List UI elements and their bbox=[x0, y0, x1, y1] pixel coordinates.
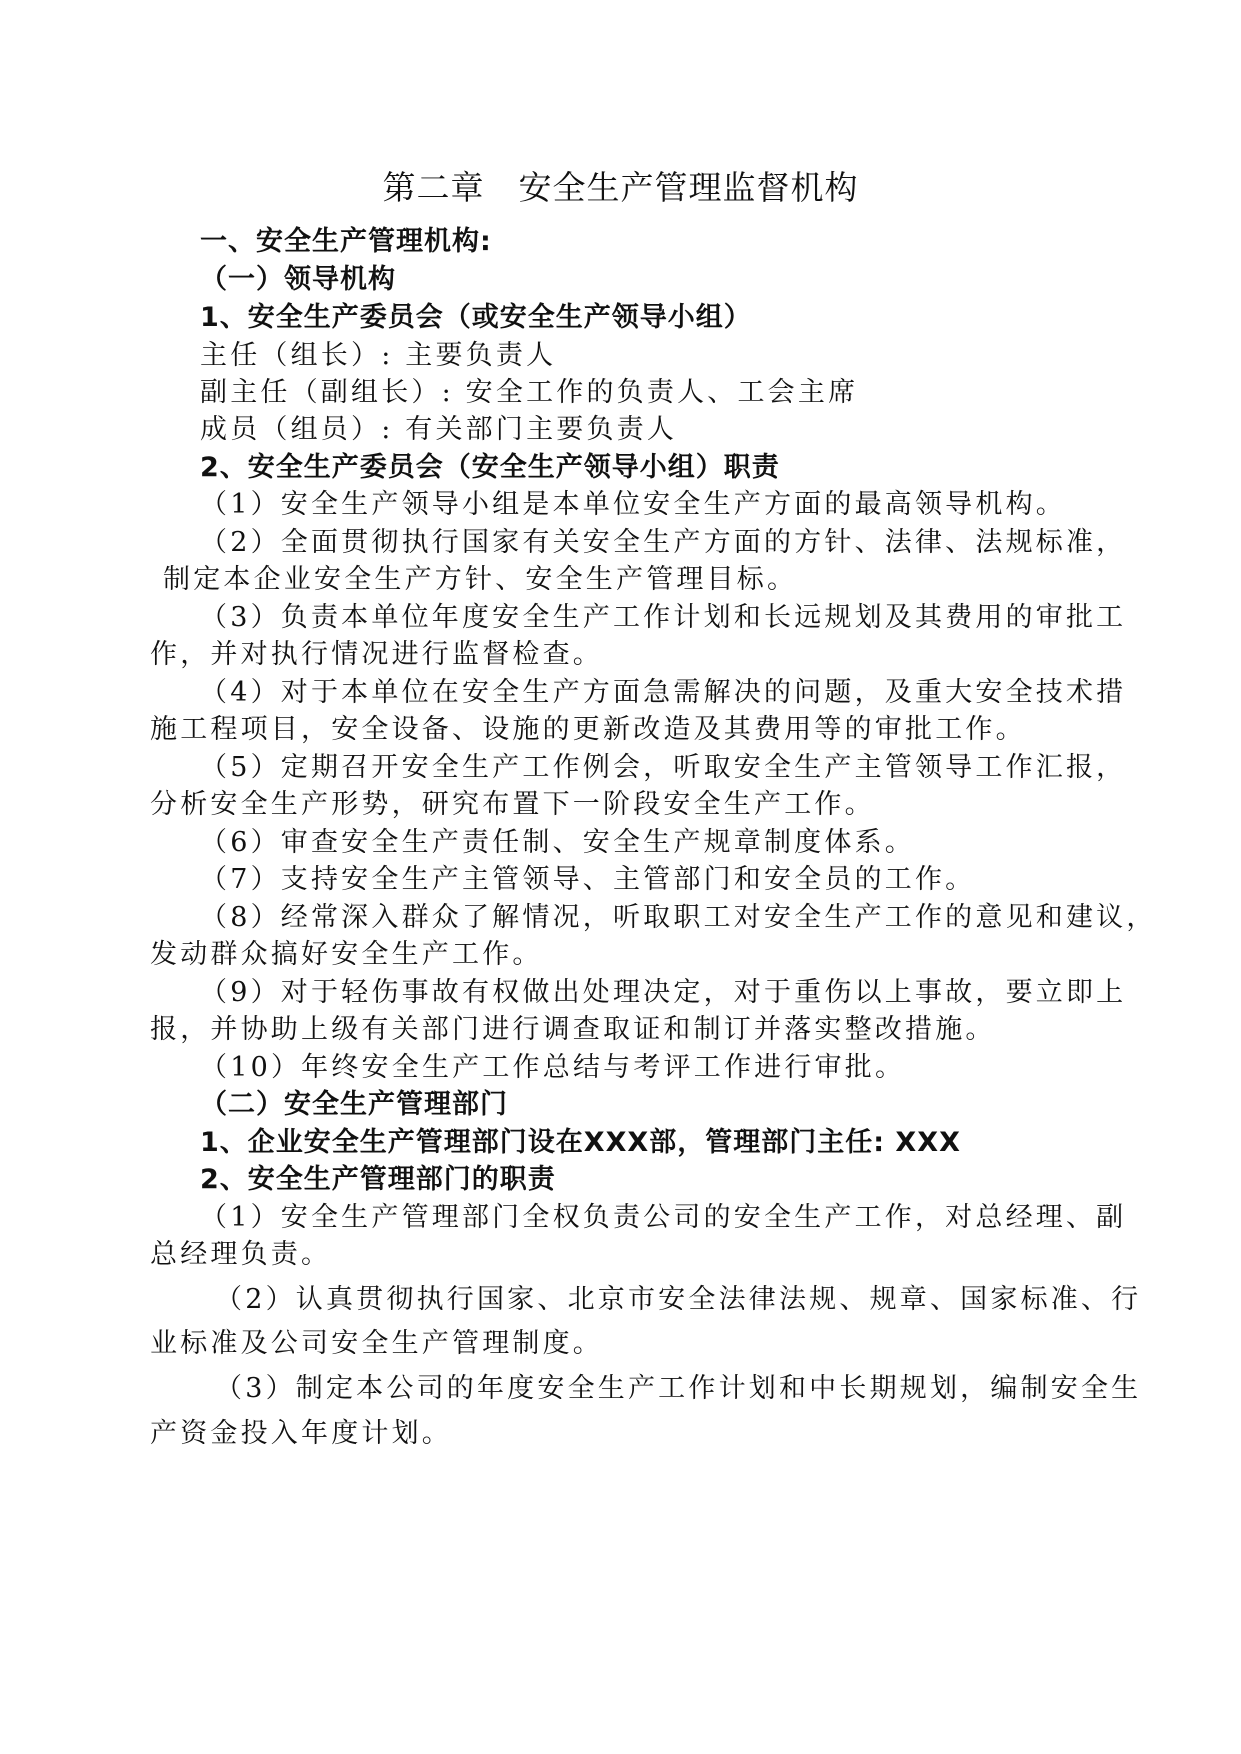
paragraph-line: （7）支持安全生产主管领导、主管部门和安全员的工作。 bbox=[200, 864, 976, 895]
paragraph-line: 产资金投入年度计划。 bbox=[150, 1418, 452, 1449]
paragraph-line: （3）负责本单位年度安全生产工作计划和长远规划及其费用的审批工 bbox=[200, 602, 1127, 633]
paragraph-line: （8）经常深入群众了解情况，听取职工对安全生产工作的意见和建议， bbox=[200, 902, 1157, 933]
item-heading-dept-location: 1、企业安全生产管理部门设在XXX部，管理部门主任: XXX bbox=[200, 1127, 961, 1158]
paragraph-line: 发动群众搞好安全生产工作。 bbox=[150, 939, 543, 970]
paragraph-line: 业标准及公司安全生产管理制度。 bbox=[150, 1328, 603, 1359]
paragraph-line: （6）审查安全生产责任制、安全生产规章制度体系。 bbox=[200, 827, 915, 858]
paragraph-line: 制定本企业安全生产方针、安全生产管理目标。 bbox=[163, 564, 798, 595]
paragraph-line: （1）安全生产领导小组是本单位安全生产方面的最高领导机构。 bbox=[200, 489, 1066, 520]
paragraph-line: （3）制定本公司的年度安全生产工作计划和中长期规划，编制安全生 bbox=[215, 1373, 1142, 1404]
paragraph-line: （2）全面贯彻执行国家有关安全生产方面的方针、法律、法规标准， bbox=[200, 527, 1127, 558]
section-heading-organizations: 一、安全生产管理机构: bbox=[200, 226, 492, 257]
paragraph-line: （4）对于本单位在安全生产方面急需解决的问题，及重大安全技术措 bbox=[200, 677, 1127, 708]
paragraph-line: （2）认真贯彻执行国家、北京市安全法律法规、规章、国家标准、行 bbox=[215, 1284, 1142, 1315]
subsection-heading-management-dept: （二）安全生产管理部门 bbox=[200, 1089, 508, 1120]
chapter-title: 第二章 安全生产管理监督机构 bbox=[382, 168, 859, 207]
item-heading-dept-duties: 2、安全生产管理部门的职责 bbox=[200, 1164, 556, 1195]
paragraph-line: 总经理负责。 bbox=[150, 1239, 332, 1270]
paragraph-line: 施工程项目，安全设备、设施的更新改造及其费用等的审批工作。 bbox=[150, 714, 1026, 745]
paragraph-line: （1）安全生产管理部门全权负责公司的安全生产工作，对总经理、副 bbox=[200, 1202, 1127, 1233]
item-heading-committee: 1、安全生产委员会（或安全生产领导小组） bbox=[200, 302, 752, 333]
paragraph-line: 分析安全生产形势，研究布置下一阶段安全生产工作。 bbox=[150, 789, 875, 820]
paragraph-line: 作，并对执行情况进行监督检查。 bbox=[150, 639, 603, 670]
paragraph-line: （10）年终安全生产工作总结与考评工作进行审批。 bbox=[200, 1052, 906, 1083]
paragraph-line: 副主任（副组长）: 安全工作的负责人、工会主席 bbox=[200, 377, 859, 408]
item-heading-committee-duties: 2、安全生产委员会（安全生产领导小组）职责 bbox=[200, 452, 780, 483]
paragraph-line: （9）对于轻伤事故有权做出处理决定，对于重伤以上事故，要立即上 bbox=[200, 977, 1127, 1008]
paragraph-line: （5）定期召开安全生产工作例会，听取安全生产主管领导工作汇报， bbox=[200, 752, 1127, 783]
paragraph-line: 成员（组员）: 有关部门主要负责人 bbox=[200, 414, 678, 445]
paragraph-line: 主任（组长）: 主要负责人 bbox=[200, 340, 557, 371]
subsection-heading-leadership: （一）领导机构 bbox=[200, 264, 396, 295]
paragraph-line: 报，并协助上级有关部门进行调查取证和制订并落实整改措施。 bbox=[150, 1014, 996, 1045]
